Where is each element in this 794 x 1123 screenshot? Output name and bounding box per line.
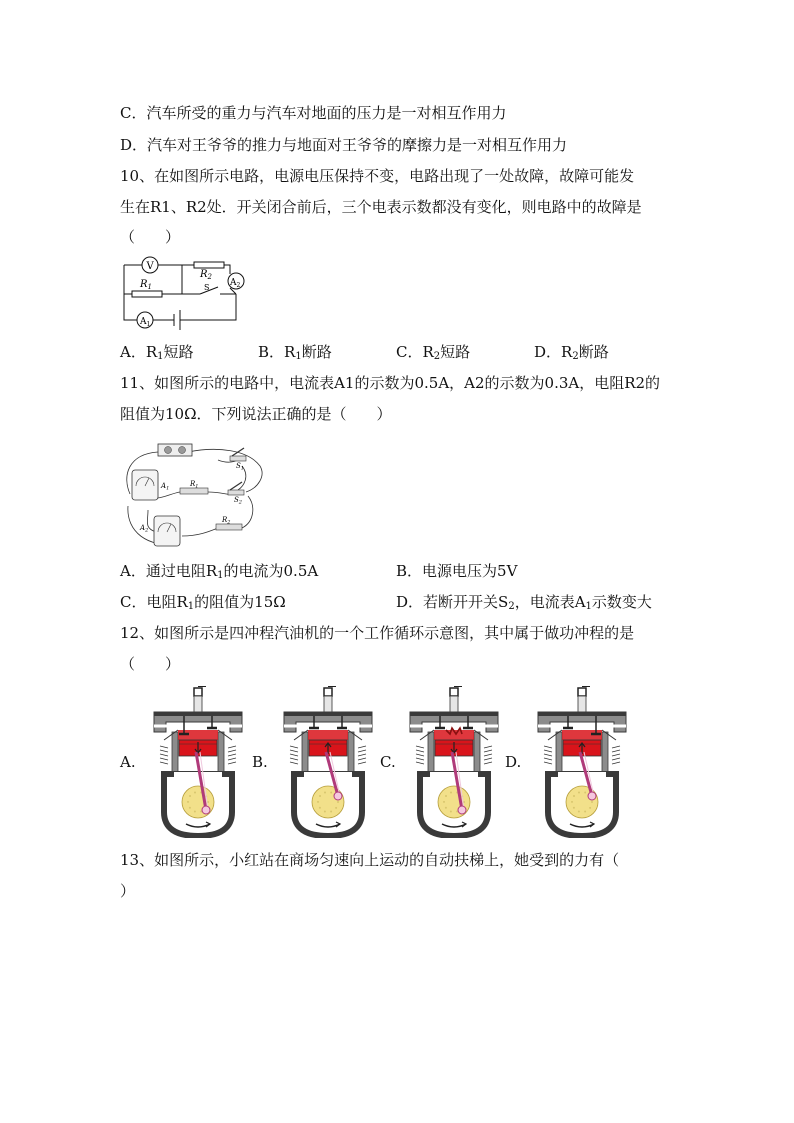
- q11-option-b[interactable]: B．电源电压为5V: [396, 562, 518, 580]
- question-10-line-1: 10、在如图所示电路，电源电压保持不变，电路出现了一处故障，故障可能发: [120, 167, 635, 185]
- question-10-line-2: 生在R1、R2处．开关闭合前后，三个电表示数都没有变化，则电路中的故障是: [120, 198, 642, 216]
- a2-label: $A_2$: [140, 524, 149, 534]
- q11-option-d[interactable]: D．若断开开关$S_2$，电流表$A_1$示数变大: [396, 593, 652, 612]
- question-11-line-2: 阻值为10Ω．下列说法正确的是（ ）: [120, 405, 392, 423]
- q12-option-a-label[interactable]: A.: [120, 753, 136, 771]
- q11-circuit-figure: [118, 436, 268, 554]
- option-d-line: D．汽车对王爷爷的推力与地面对王爷爷的摩擦力是一对相互作用力: [120, 136, 568, 154]
- voltmeter-label: V: [146, 261, 154, 272]
- question-13-line-1: 13、如图所示，小红站在商场匀速向上运动的自动扶梯上，她受到的力有（: [120, 851, 620, 869]
- question-12-blank: （ ）: [120, 655, 181, 673]
- q10-option-d[interactable]: D．$R_2$断路: [534, 343, 609, 362]
- q11-option-c[interactable]: C．电阻$R_1$的阻值为15Ω: [120, 593, 286, 612]
- r2-label: $R_2$: [222, 516, 231, 526]
- option-c-line: C．汽车所受的重力与汽车对地面的压力是一对相互作用力: [120, 104, 507, 122]
- question-12-line-1: 12、如图所示是四冲程汽油机的一个工作循环示意图，其中属于做功冲程的是: [120, 624, 635, 642]
- q10-option-b[interactable]: B．$R_1$断路: [258, 343, 332, 362]
- engine-stroke-a[interactable]: [150, 686, 246, 838]
- s2-label: $S_2$: [234, 496, 242, 506]
- r1-label: $R_1$: [190, 480, 199, 490]
- question-13-line-2: ）: [120, 882, 136, 900]
- q11-option-a[interactable]: A．通过电阻$R_1$的电流为0.5A: [120, 562, 319, 581]
- q10-option-c[interactable]: C．$R_2$短路: [396, 343, 471, 362]
- q12-option-b-label[interactable]: B.: [252, 753, 268, 771]
- q10-option-a[interactable]: A．$R_1$短路: [120, 343, 194, 362]
- question-10-blank: （ ）: [120, 228, 181, 246]
- engine-stroke-c[interactable]: [406, 686, 502, 838]
- ammeter-a2-label: $A_2$: [230, 278, 241, 289]
- r1-label: $R_1$: [140, 279, 152, 291]
- q12-option-c-label[interactable]: C.: [380, 753, 396, 771]
- q10-circuit-diagram: [118, 252, 248, 332]
- switch-label: S: [204, 283, 210, 292]
- s1-label: $S_1$: [236, 462, 244, 472]
- question-11-line-1: 11、如图所示的电路中，电流表A1的示数为0.5A，A2的示数为0.3A，电阻R2的: [120, 374, 661, 392]
- a1-label: $A_1$: [161, 482, 170, 492]
- engine-stroke-b[interactable]: [280, 686, 376, 838]
- r2-label: $R_2$: [200, 269, 212, 281]
- q12-option-d-label[interactable]: D.: [505, 753, 522, 771]
- ammeter-a1-label: $A_1$: [140, 317, 151, 328]
- engine-stroke-d[interactable]: [534, 686, 630, 838]
